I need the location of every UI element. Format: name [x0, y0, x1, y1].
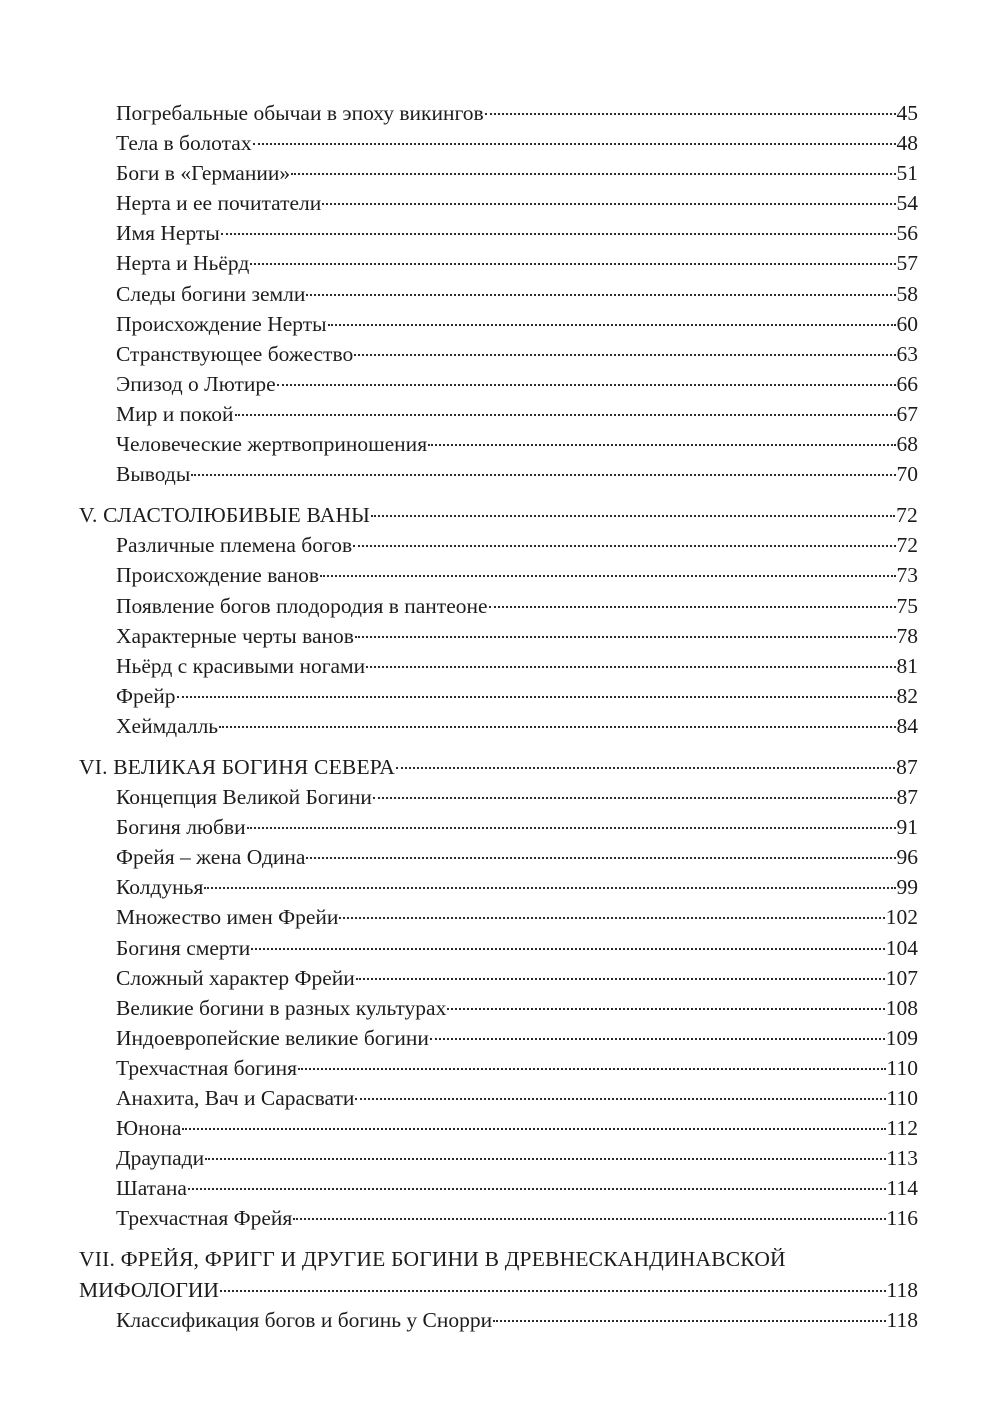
toc-entry-page: 78: [896, 623, 918, 648]
toc-entry[interactable]: [79, 369, 918, 399]
toc-entry-title: Множество имен Фрейи: [116, 905, 339, 930]
toc-entry-page: 99: [896, 875, 918, 900]
toc-entry[interactable]: [79, 591, 918, 621]
toc-entry-page: 48: [896, 131, 918, 156]
toc-entry-title: Нерта и Ньёрд: [116, 251, 250, 276]
toc-entry-title: Концепция Великой Богини: [116, 785, 372, 810]
toc-entry[interactable]: [79, 1083, 918, 1113]
toc-entry-page: 102: [885, 905, 918, 930]
toc-entry[interactable]: [79, 993, 918, 1023]
toc-entry[interactable]: [79, 842, 918, 872]
toc-entry-title: Тела в болотах: [116, 131, 252, 156]
dot-leader: [320, 575, 895, 577]
toc-entry[interactable]: [79, 158, 918, 188]
toc-entry-title: Характерные черты ванов: [116, 623, 354, 648]
toc-entry[interactable]: [79, 621, 918, 651]
dot-leader: [322, 203, 895, 205]
toc-entry-title: Индоевропейские великие богини: [116, 1025, 429, 1050]
toc-entry[interactable]: [79, 339, 918, 369]
chapter-page: 87: [896, 754, 918, 779]
dot-leader: [204, 887, 895, 889]
toc-entry[interactable]: [79, 902, 918, 932]
toc-entry-page: 107: [885, 965, 918, 990]
toc-entry-page: 58: [896, 281, 918, 306]
toc-entry-title: Хеймдалль: [116, 713, 219, 738]
toc-entry-title: Богиня любви: [116, 815, 246, 840]
toc-entry-page: 113: [886, 1146, 918, 1171]
toc-entry-title: Драупади: [116, 1146, 205, 1171]
dot-leader: [277, 384, 896, 386]
toc-chapter-heading[interactable]: [79, 752, 918, 782]
toc-entry[interactable]: [79, 1173, 918, 1203]
toc-entry-page: 51: [896, 161, 918, 186]
dot-leader: [447, 1008, 884, 1010]
toc-entry[interactable]: [79, 530, 918, 560]
toc-entry-title: Сложный характер Фрейи: [116, 965, 355, 990]
dot-leader: [430, 1038, 885, 1040]
toc-entry[interactable]: [79, 651, 918, 681]
toc-entry-page: 108: [885, 995, 918, 1020]
toc-chapter-6: [79, 752, 918, 1234]
toc-entry-page: 104: [885, 935, 918, 960]
toc-chapter-7: [79, 1244, 918, 1334]
toc-entry-title: Шатана: [116, 1176, 187, 1201]
toc-entry[interactable]: [79, 459, 918, 489]
toc-entry-title: Странствующее божество: [116, 341, 354, 366]
toc-entry-title: Богиня смерти: [116, 935, 251, 960]
toc-entry-page: 110: [886, 1055, 918, 1080]
toc-entry-page: 116: [886, 1206, 918, 1231]
toc-entry-page: 70: [896, 462, 918, 487]
toc-entry[interactable]: [79, 872, 918, 902]
dot-leader: [182, 1128, 885, 1130]
dot-leader: [293, 1218, 885, 1220]
dot-leader: [339, 917, 884, 919]
dot-leader: [220, 1290, 886, 1292]
chapter-title: VI. ВЕЛИКАЯ БОГИНЯ СЕВЕРА: [79, 754, 395, 779]
toc-entry-page: 72: [896, 533, 918, 558]
chapter-page: 118: [886, 1277, 918, 1302]
toc-entry-page: 63: [896, 341, 918, 366]
dot-leader: [371, 515, 895, 517]
toc-entry[interactable]: [79, 98, 918, 128]
dot-leader: [306, 857, 895, 859]
chapter-title-line2: МИФОЛОГИИ: [79, 1277, 219, 1302]
toc-entry-title: Колдунья: [116, 875, 204, 900]
dot-leader: [177, 696, 896, 698]
toc-entry[interactable]: [79, 711, 918, 741]
toc-entry[interactable]: [79, 128, 918, 158]
toc-entry-title: Боги в «Германии»: [116, 161, 291, 186]
toc-entry-page: 118: [886, 1307, 918, 1332]
dot-leader: [328, 324, 896, 326]
toc-entry-title: Происхождение ванов: [116, 563, 320, 588]
toc-entry-title: Погребальные обычаи в эпоху викингов: [116, 101, 484, 125]
toc-chapter-heading[interactable]: [79, 500, 918, 530]
dot-leader: [366, 666, 895, 668]
toc-entry-title: Юнона: [116, 1116, 182, 1141]
toc-group-continued: [79, 98, 918, 489]
toc-entry[interactable]: [79, 309, 918, 339]
dot-leader: [356, 978, 885, 980]
toc-entry[interactable]: [79, 933, 918, 963]
toc-entry-title: Классификация богов и богинь у Снорри: [116, 1307, 493, 1332]
dot-leader: [355, 636, 896, 638]
toc-entry[interactable]: [79, 963, 918, 993]
dot-leader: [250, 263, 895, 265]
toc-entry-title: Трехчастная богиня: [116, 1055, 298, 1080]
dot-leader: [191, 474, 895, 476]
toc-entry-page: 91: [896, 815, 918, 840]
toc-entry-title: Фрейр: [116, 683, 176, 708]
toc-entry[interactable]: [79, 681, 918, 711]
dot-leader: [235, 414, 896, 416]
toc-entry[interactable]: [79, 812, 918, 842]
toc-entry-title: Мир и покой: [116, 401, 234, 426]
toc-entry-page: 67: [896, 401, 918, 426]
toc-entry-title: Выводы: [116, 462, 191, 487]
chapter-title-line1[interactable]: VII. ФРЕЙЯ, ФРИГГ И ДРУГИЕ БОГИНИ В ДРЕВНЕСКАНДИНАВСКОЙ: [79, 1247, 786, 1272]
dot-leader: [298, 1068, 886, 1070]
dot-leader: [493, 1320, 885, 1322]
toc-entry-page: 96: [896, 845, 918, 870]
table-of-contents: [79, 98, 918, 1335]
toc-entry-page: 82: [896, 683, 918, 708]
toc-entry-title: Имя Нерты: [116, 221, 220, 246]
dot-leader: [221, 233, 896, 235]
dot-leader: [353, 545, 895, 547]
toc-entry-page: 75: [896, 593, 918, 618]
toc-entry-title: Следы богини земли: [116, 281, 306, 306]
toc-entry-title: Нерта и ее почитатели: [116, 191, 322, 216]
toc-entry-title: Ньёрд с красивыми ногами: [116, 653, 366, 678]
toc-entry-page: 60: [896, 311, 918, 336]
toc-entry-title: Трехчастная Фрейя: [116, 1206, 293, 1231]
toc-entry[interactable]: [79, 560, 918, 590]
toc-entry-page: 114: [886, 1176, 918, 1201]
dot-leader: [428, 444, 895, 446]
dot-leader: [253, 143, 896, 145]
toc-entry[interactable]: [79, 1053, 918, 1083]
toc-entry-title: Фрейя – жена Одина: [116, 845, 306, 870]
dot-leader: [247, 827, 896, 829]
toc-entry-title: Различные племена богов: [116, 533, 353, 558]
toc-entry-page: 54: [896, 191, 918, 216]
toc-entry[interactable]: [79, 279, 918, 309]
toc-chapter-5: [79, 500, 918, 741]
toc-entry[interactable]: [79, 399, 918, 429]
toc-entry[interactable]: [79, 1305, 918, 1335]
dot-leader: [396, 767, 895, 769]
toc-entry-page: 81: [896, 653, 918, 678]
dot-leader: [291, 173, 895, 175]
chapter-title: V. СЛАСТОЛЮБИВЫЕ ВАНЫ: [79, 503, 371, 528]
dot-leader: [251, 948, 885, 950]
dot-leader: [489, 606, 896, 608]
toc-entry-title: Происхождение Нерты: [116, 311, 327, 336]
chapter-page: 72: [896, 503, 918, 528]
toc-entry-page: 57: [896, 251, 918, 276]
toc-entry-page: 45: [896, 101, 918, 125]
toc-entry[interactable]: [79, 1113, 918, 1143]
toc-entry-page: 73: [896, 563, 918, 588]
dot-leader: [188, 1188, 886, 1190]
toc-entry[interactable]: [79, 188, 918, 218]
toc-entry[interactable]: [79, 218, 918, 248]
toc-entry[interactable]: [79, 1203, 918, 1233]
toc-entry[interactable]: [79, 1143, 918, 1173]
toc-chapter-heading[interactable]: [79, 1275, 918, 1305]
toc-entry-title: Анахита, Вач и Сарасвати: [116, 1086, 355, 1110]
toc-entry[interactable]: [79, 782, 918, 812]
toc-entry[interactable]: [79, 1023, 918, 1053]
toc-entry-title: Эпизод о Лютире: [116, 371, 276, 396]
toc-entry-page: 87: [896, 785, 918, 810]
dot-leader: [205, 1158, 885, 1160]
toc-entry[interactable]: [79, 429, 918, 459]
dot-leader: [355, 1098, 885, 1100]
dot-leader: [373, 797, 896, 799]
toc-entry-page: 112: [886, 1116, 918, 1141]
toc-entry[interactable]: [79, 248, 918, 278]
dot-leader: [306, 294, 895, 296]
toc-entry-page: 84: [896, 713, 918, 738]
toc-entry-page: 110: [886, 1086, 918, 1110]
toc-entry-title: Великие богини в разных культурах: [116, 995, 447, 1020]
toc-entry-page: 68: [896, 432, 918, 457]
toc-entry-title: Появление богов плодородия в пантеоне: [116, 593, 488, 618]
dot-leader: [485, 113, 896, 115]
dot-leader: [219, 726, 895, 728]
dot-leader: [354, 354, 895, 356]
toc-entry-title: Человеческие жертвоприношения: [116, 432, 428, 457]
toc-entry-page: 66: [896, 371, 918, 396]
toc-entry-page: 56: [896, 221, 918, 246]
toc-entry-page: 109: [885, 1025, 918, 1050]
